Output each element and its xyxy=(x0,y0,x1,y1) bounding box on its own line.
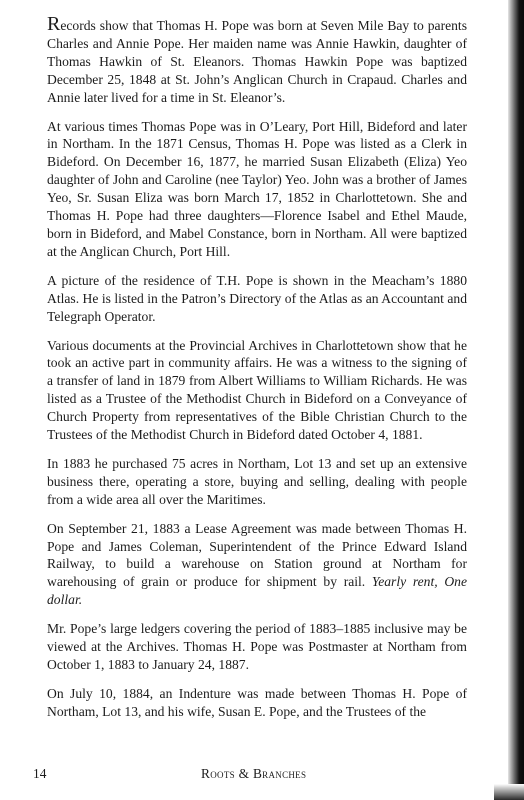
body-text xyxy=(47,14,467,732)
drop-cap: R xyxy=(47,13,61,35)
running-title: Roots & Branches xyxy=(201,766,307,781)
paragraph-6-italic: Yearly rent, One dollar. xyxy=(47,574,467,608)
book-spine-shadow xyxy=(508,0,524,800)
paragraph-5: In 1883 he purchased 75 acres in Northam, Lot 13 and set up an extensive business there, operating a store, buying and selling, dealing with people from a wide area all over the Maritimes. xyxy=(47,455,467,507)
page-footer xyxy=(33,766,468,786)
paragraph-7: Mr. Pope’s large ledgers covering the period of 1883–1885 inclusive may be viewed at the Archives. Thomas H. Pope was Postmaster at Northam from October 1, 1883 to January 24, 1887. xyxy=(47,621,467,672)
paragraph-1-text: ecords show that Thomas H. Pope was born at Seven Mile Bay to parents Charles and Annie Pope. Her maiden name was Annie Hawkin, daughter of Thomas Hawkin of St. Eleanors. Thomas Hawkin Pope was baptized December 25, 1848 at St. John’s Anglican Church in Crapaud. Charles and Annie later lived for a time in St. Eleanor’s. xyxy=(47,18,467,105)
paragraph-1 xyxy=(47,14,467,107)
paragraph-8: On July 10, 1884, an Indenture was made between Thomas H. Pope of Northam, Lot 13, and his wife, Susan E. Pope, and the Trustees of the xyxy=(47,685,467,719)
paragraph-2: At various times Thomas Pope was in O’Leary, Port Hill, Bideford and later in Northam. In the 1871 Census, Thomas H. Pope was listed as a Clerk in Bideford. On December 16, 1877, he married Susan Elizabeth (Eliza) Yeo daughter of John and Caroline (nee Taylor) Yeo. John was a brother of James Yeo, Sr. Susan Eliza was born March 17, 1852 in Charlottetown. She and Thomas H. Pope had three daughters—Florence Isabel and Ethel Maude, born in Bideford, and Mabel Constance, born in Northam. All were baptized at the Anglican Church, Port Hill. xyxy=(47,118,467,259)
page-corner-shadow xyxy=(494,784,524,800)
paragraph-3: A picture of the residence of T.H. Pope is shown in the Meacham’s 1880 Atlas. He is listed in the Patron’s Directory of the Atlas as an Accountant and Telegraph Operator. xyxy=(47,272,467,324)
paragraph-6 xyxy=(47,520,467,610)
page-number: 14 xyxy=(33,766,47,781)
paragraph-4: Various documents at the Provincial Archives in Charlottetown show that he took an active part in community affairs. He was a witness to the signing of a transfer of land in 1879 from Albert Williams to William Richards. He was listed as a Trustee of the Methodist Church in Bideford on a Conveyance of Church Property from representatives of the Bible Christian Church to the Trustees of the Methodist Church in Bideford dated October 4, 1881. xyxy=(47,337,467,443)
paragraph-6-text: On September 21, 1883 a Lease Agreement was made between Thomas H. Pope and James Coleman, Superintendent of the Prince Edward Island Railway, to build a warehouse on Station ground at Northam for warehousing of grain or produce for shipment by rail. xyxy=(47,520,467,590)
